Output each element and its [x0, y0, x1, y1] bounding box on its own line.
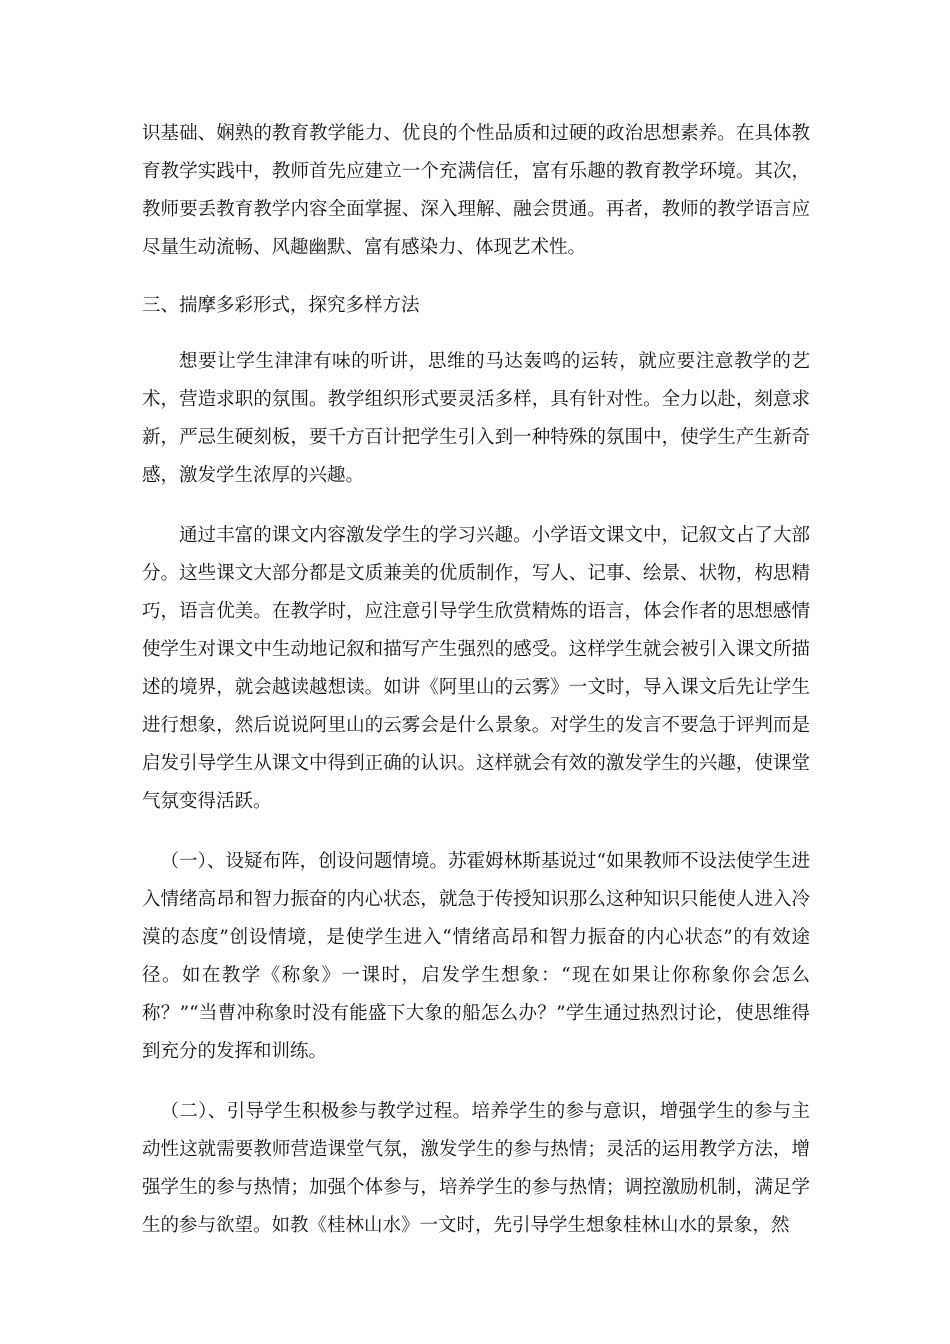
- paragraph: 想要让学生津津有味的听讲，思维的马达轰鸣的运转，就应要注意教学的艺术，营造求职的氛围。教学组织形式要灵活多样，具有针对性。全力以赴，刻意求新，严忌生硬刻板，要千方百计把学生引入到一种特殊的氛围中，使学生产生新奇感，激发学生浓厚的兴趣。: [142, 351, 810, 486]
- paragraph-subsection-2: （二）、引导学生积极参与教学过程。培养学生的参与意识，增强学生的参与主动性这就需要教师营造课堂气氛，激发学生的参与热情；灵活的运用教学方法，增强学生的参与热情；加强个体参与，培养学生的参与热情；调控激励机制，满足学生的参与欲望。如教《桂林山水》一文时，先引导学生想象桂林山水的景象，然: [142, 1101, 810, 1236]
- body-text: [142, 115, 810, 1245]
- paragraph: 通过丰富的课文内容激发学生的学习兴趣。小学语文课文中，记叙文占了大部分。这些课文大部分都是文质兼美的优质制作，写人、记事、绘景、状物，构思精巧，语言优美。在教学时，应注意引导学生欣赏精炼的语言，体会作者的思想感情使学生对课文中生动地记叙和描写产生强烈的感受。这样学生就会被引入课文所描述的境界，就会越读越想读。如讲《阿里山的云雾》一文时，导入课文后先让学生进行想象，然后说说阿里山的云雾会是什么景象。对学生的发言不要急于评判而是启发引导学生从课文中得到正确的认识。这样就会有效的激发学生的兴趣，使课堂气氛变得活跃。: [142, 525, 810, 812]
- paragraph-subsection-1: （一）、设疑布阵，创设问题情境。苏霍姆林斯基说过“如果教师不设法使学生进入情绪高昂和智力振奋的内心状态，就急于传授知识那么这种知识只能使人进入冷漠的态度”创设情境，是使学生进入“情绪高昂和智力振奋的内心状态”的有效途径。如在教学《称象》一课时，启发学生想象：“现在如果让你称象你会怎么称？”“当曹冲称象时没有能盛下大象的船怎么办？”学生通过热烈讨论，使思维得到充分的发挥和训练。: [142, 851, 810, 1062]
- paragraph-continuation: 识基础、娴熟的教育教学能力、优良的个性品质和过硬的政治思想素养。在具体教育教学实践中，教师首先应建立一个充满信任，富有乐趣的教育教学环境。其次，教师要丢教育教学内容全面掌握、深入理解、融会贯通。再者，教师的教学语言应尽量生动流畅、风趣幽默、富有感染力、体现艺术性。: [142, 123, 810, 258]
- section-heading: 三、揣摩多彩形式，探究多样方法: [142, 295, 420, 316]
